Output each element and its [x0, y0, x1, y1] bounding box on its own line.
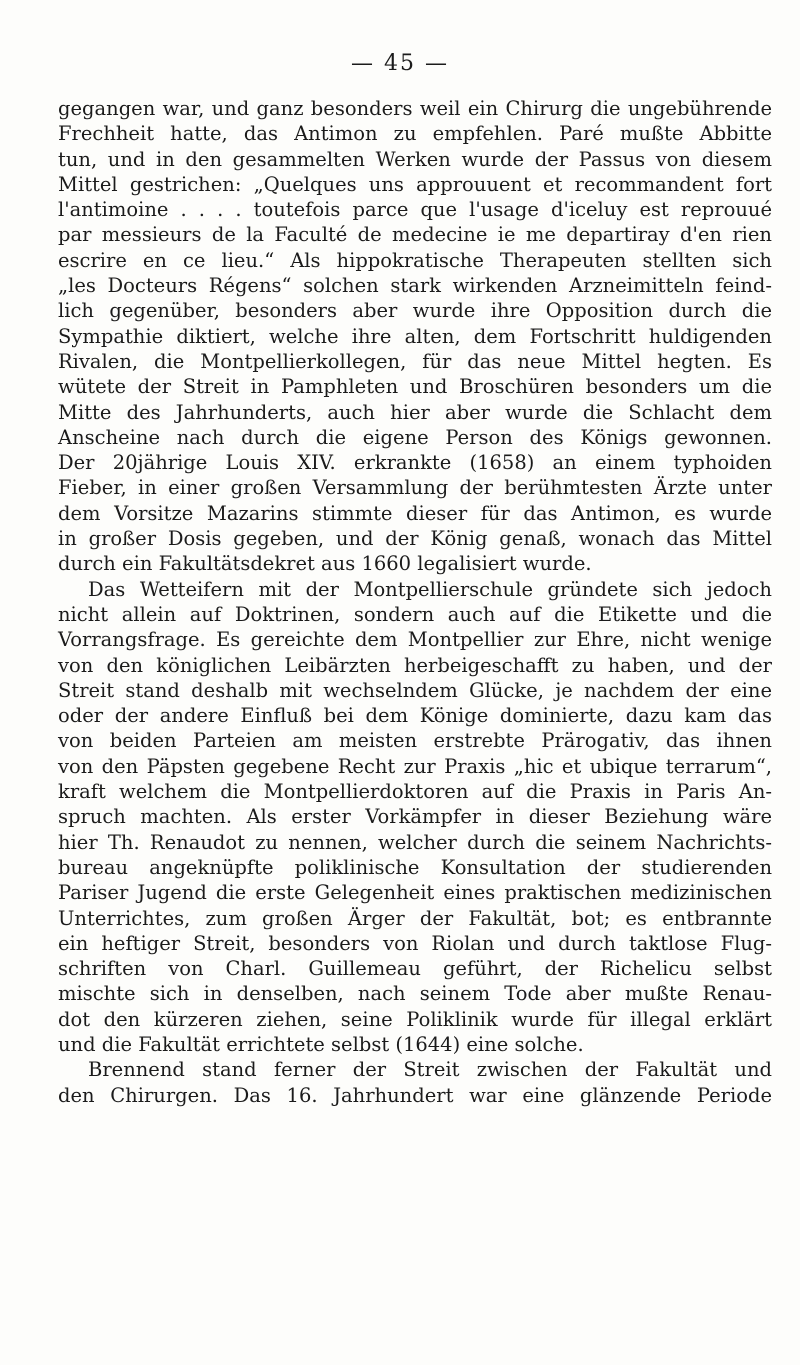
text-line: von den königlichen Leibärzten herbeigeschafft zu haben, und der [58, 653, 772, 677]
text-line: par messieurs de la Faculté de medecine ie me departiray d'en rien [58, 223, 772, 247]
text-line: tun, und in den gesammelten Werken wurde der Passus von diesem [58, 147, 772, 171]
text-line: hier Th. Renaudot zu nennen, welcher durch die seinem Nachrichts- [58, 830, 772, 854]
text-line: bureau angeknüpfte poliklinische Konsultation der studierenden [58, 855, 772, 879]
text-line: nicht allein auf Doktrinen, sondern auch auf die Etikette und die [58, 602, 772, 626]
text-line: wütete der Streit in Pamphleten und Broschüren besonders um die [58, 375, 772, 399]
text-line: Pariser Jugend die erste Gelegenheit eines praktischen medizinischen [58, 881, 772, 905]
text-line: gegangen war, und ganz besonders weil ein Chirurg die ungebührende [58, 97, 772, 120]
text-line: Brennend stand ferner der Streit zwischen der Fakultät und [88, 1058, 772, 1082]
text-line: spruch machten. Als erster Vorkämpfer in dieser Beziehung wäre [58, 805, 772, 829]
page-number: — 45 — [351, 51, 449, 76]
text-line: ein heftiger Streit, besonders von Riolan und durch taktlose Flug- [58, 931, 772, 955]
text-line: und die Fakultät errichtete selbst (1644) eine solche. [58, 1032, 584, 1056]
body-text [58, 96, 772, 1108]
text-line: kraft welchem die Montpellierdoktoren auf die Praxis in Paris An- [58, 780, 772, 804]
text-line: escrire en ce lieu.“ Als hippokratische Therapeuten stellten sich [58, 248, 772, 272]
text-line: Mitte des Jahrhunderts, auch hier aber wurde die Schlacht dem [58, 400, 772, 424]
text-line: Fieber, in einer großen Versammlung der berühmtesten Ärzte unter [58, 476, 772, 500]
text-line: schriften von Charl. Guillemeau geführt, der Richelicu selbst [58, 957, 772, 981]
text-line: oder der andere Einfluß bei dem Könige dominierte, dazu kam das [58, 704, 772, 728]
text-line: den Chirurgen. Das 16. Jahrhundert war eine glänzende Periode [58, 1083, 772, 1107]
text-line: Anscheine nach durch die eigene Person des Königs gewonnen. [58, 425, 772, 449]
text-line: Frechheit hatte, das Antimon zu empfehlen. Paré mußte Abbitte [58, 122, 772, 146]
text-line: Der 20jährige Louis XIV. erkrankte (1658) an einem typhoiden [58, 451, 772, 475]
text-line: von den Päpsten gegebene Recht zur Praxis „hic et ubique terrarum“, [58, 754, 772, 778]
text-line: mischte sich in denselben, nach seinem Tode aber mußte Renau- [58, 982, 772, 1006]
text-line: „les Docteurs Régens“ solchen stark wirkenden Arzneimitteln feind- [58, 274, 772, 298]
text-line: Das Wetteifern mit der Montpellierschule gründete sich jedoch [88, 577, 772, 601]
text-line: Rivalen, die Montpellierkollegen, für das neue Mittel hegten. Es [58, 349, 772, 373]
text-line: lich gegenüber, besonders aber wurde ihre Opposition durch die [58, 299, 772, 323]
text-line: dem Vorsitze Mazarins stimmte dieser für das Antimon, es wurde [58, 501, 772, 525]
text-line: Vorrangsfrage. Es gereichte dem Montpellier zur Ehre, nicht wenige [58, 628, 772, 652]
text-line: Streit stand deshalb mit wechselndem Glücke, je nachdem der eine [58, 678, 772, 702]
text-line: von beiden Parteien am meisten erstrebte Prärogativ, das ihnen [58, 729, 772, 753]
text-line: durch ein Fakultätsdekret aus 1660 legalisiert wurde. [58, 552, 592, 576]
text-line: in großer Dosis gegeben, und der König genaß, wonach das Mittel [58, 527, 772, 551]
text-line: Sympathie diktiert, welche ihre alten, dem Fortschritt huldigenden [58, 324, 772, 348]
text-line: Mittel gestrichen: „Quelques uns approuuent et recommandent fort [58, 172, 772, 196]
text-line: dot den kürzeren ziehen, seine Poliklinik wurde für illegal erklärt [58, 1007, 772, 1031]
text-line: Unterrichtes, zum großen Ärger der Fakultät, bot; es entbrannte [58, 906, 772, 930]
text-line: l'antimoine . . . . toutefois parce que l'usage d'iceluy est reprouué [58, 198, 772, 222]
